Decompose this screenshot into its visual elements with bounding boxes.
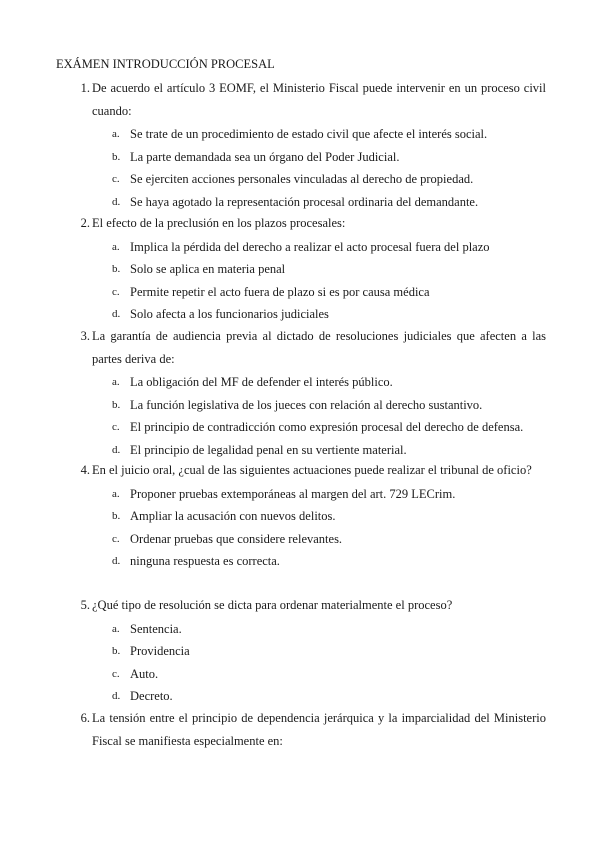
option-list	[56, 371, 546, 461]
option-letter: d.	[112, 308, 121, 320]
option-item	[56, 439, 546, 462]
option-letter: c.	[112, 532, 120, 545]
question-5	[56, 594, 546, 708]
option-item	[56, 303, 546, 326]
exam-title: EXÁMEN INTRODUCCIÓN PROCESAL	[56, 57, 275, 71]
option-text: El principio de legalidad penal en su vertiente material.	[130, 442, 407, 457]
option-letter: d.	[112, 443, 121, 456]
option-text: Se haya agotado la representación procesal ordinaria del demandante.	[130, 194, 479, 209]
option-text: Permite repetir el acto fuera de plazo si es por causa médica	[130, 284, 430, 299]
option-text: La obligación del MF de defender el interés público.	[130, 375, 393, 389]
question-number: 6.	[80, 711, 90, 725]
option-letter: a.	[112, 240, 120, 253]
option-item	[56, 663, 546, 686]
question-1	[56, 77, 546, 213]
option-letter: a.	[112, 487, 120, 500]
question-3	[56, 325, 546, 461]
option-item	[56, 528, 546, 551]
option-item	[56, 416, 546, 439]
question-number: 1.	[80, 81, 90, 95]
option-item	[56, 258, 546, 281]
question-text: De acuerdo el artículo 3 EOMF, el Ministerio Fiscal puede intervenir en un proceso civil cuando:	[92, 81, 546, 118]
question-6	[56, 707, 546, 752]
option-letter: b.	[112, 510, 121, 522]
option-item	[56, 483, 546, 506]
option-letter: b.	[112, 263, 121, 275]
option-text: Ordenar pruebas que considere relevantes.	[130, 531, 343, 546]
option-text: Se ejerciten acciones personales vinculadas al derecho de propiedad.	[130, 172, 474, 186]
option-item	[56, 191, 546, 214]
option-text: La función legislativa de los jueces con relación al derecho sustantivo.	[130, 397, 483, 412]
option-item	[56, 123, 546, 146]
question-text: La garantía de audiencia previa al dictado de resoluciones judiciales que afecten a las partes deriva de:	[92, 329, 546, 366]
question-2	[56, 212, 546, 326]
option-text: ninguna respuesta es correcta.	[130, 554, 280, 568]
option-item	[56, 685, 546, 708]
option-text: Implica la pérdida del derecho a realizar el acto procesal fuera del plazo	[130, 239, 490, 254]
option-letter: a.	[112, 128, 120, 140]
option-text: Providencia	[130, 644, 190, 658]
option-letter: c.	[112, 421, 120, 433]
option-letter: d.	[112, 555, 121, 567]
option-list	[56, 483, 546, 573]
option-item	[56, 236, 546, 259]
option-item	[56, 550, 546, 573]
option-item	[56, 281, 546, 304]
option-list	[56, 618, 546, 708]
option-letter: b.	[112, 645, 121, 657]
question-number: 2.	[80, 216, 90, 230]
option-text: El principio de contradicción como expresión procesal del derecho de defensa.	[130, 420, 524, 434]
option-text: Solo se aplica en materia penal	[130, 262, 286, 276]
question-number: 3.	[80, 329, 90, 343]
option-item	[56, 168, 546, 191]
option-text: Decreto.	[130, 689, 173, 703]
option-list	[56, 236, 546, 326]
option-text: Proponer pruebas extemporáneas al margen del art. 729 LECrim.	[130, 486, 456, 501]
question-text: En el juicio oral, ¿cual de las siguientes actuaciones puede realizar el tribunal de oficio?	[92, 463, 532, 477]
option-item	[56, 640, 546, 663]
option-text: La parte demandada sea un órgano del Poder Judicial.	[130, 149, 400, 164]
option-letter: a.	[112, 376, 120, 388]
option-item	[56, 146, 546, 169]
option-text: Solo afecta a los funcionarios judiciales	[130, 307, 329, 321]
question-number: 5.	[80, 598, 90, 612]
option-item	[56, 505, 546, 528]
option-letter: d.	[112, 690, 121, 702]
option-letter: c.	[112, 173, 120, 185]
option-item	[56, 371, 546, 394]
question-number: 4.	[80, 463, 90, 477]
option-item	[56, 394, 546, 417]
option-letter: c.	[112, 667, 120, 680]
option-item	[56, 618, 546, 641]
question-text: La tensión entre el principio de dependencia jerárquica y la imparcialidad del Ministerio Fiscal se manifiesta especialmente en:	[92, 711, 546, 748]
option-letter: c.	[112, 285, 120, 298]
option-letter: b.	[112, 398, 121, 411]
option-text: Ampliar la acusación con nuevos delitos.	[130, 509, 336, 523]
option-text: Sentencia.	[130, 621, 182, 636]
option-letter: b.	[112, 150, 121, 163]
option-letter: a.	[112, 622, 120, 635]
option-list	[56, 123, 546, 213]
option-text: Se trate de un procedimiento de estado civil que afecte el interés social.	[130, 127, 488, 141]
option-text: Auto.	[130, 666, 159, 681]
question-4	[56, 459, 546, 573]
question-text: El efecto de la preclusión en los plazos procesales:	[92, 216, 346, 230]
option-letter: d.	[112, 195, 121, 208]
question-text: ¿Qué tipo de resolución se dicta para ordenar materialmente el proceso?	[92, 598, 453, 612]
